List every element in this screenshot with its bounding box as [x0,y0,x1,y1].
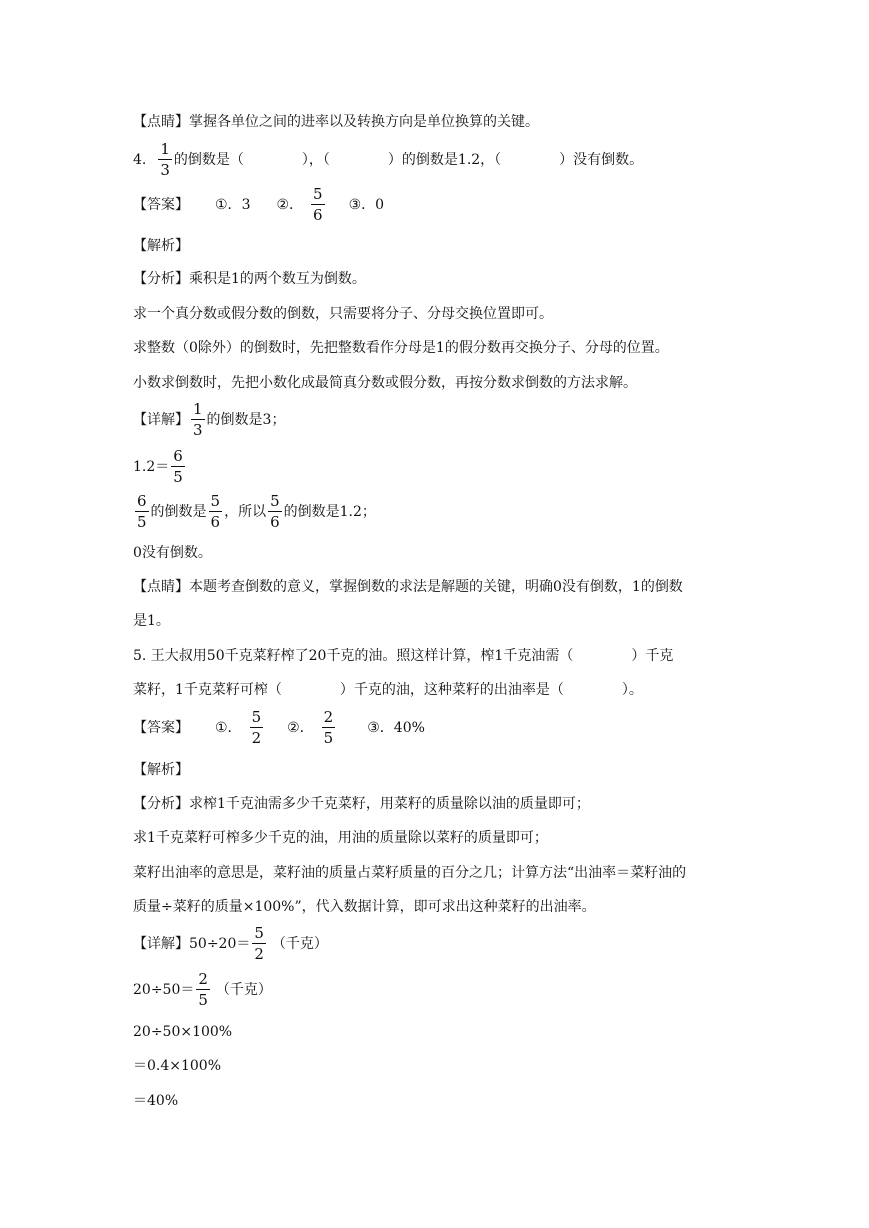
analysis-line: 质量÷菜籽的质量×100%”，代入数据计算，即可求出这种菜籽的出油率。 [133,899,596,915]
answer-5: 【答案】 ①． $\frac{5}{2}$ ②． $\frac{2}{5}$ ③． 40% [133,708,425,747]
analysis-heading: 【解析】 [133,238,189,254]
fraction: $\frac{5}{6}$ [210,492,221,531]
analysis-line: 【分析】 求榨1千克油需多少千克菜籽，用菜籽的质量除以油的质量即可； [133,796,590,812]
question-5-line2: 菜籽，1千克菜籽可榨（ ）千克的油，这种菜籽的出油率是（ ）。 [133,682,643,698]
fraction: $\frac{5}{2}$ [251,708,262,747]
detail-line: 1.2＝ $\frac{6}{5}$ [133,447,183,486]
fraction: $\frac{5}{2}$ [254,924,264,963]
fraction: $\frac{6}{5}$ [173,447,183,486]
tip-text: 掌握各单位之间的进率以及转换方向是单位换算的关键。 [189,114,539,130]
analysis-line: 【分析】 乘积是1的两个数互为倒数。 [133,271,366,287]
tip-tag: 【点睛】 [133,114,189,130]
fraction: $\frac{2}{5}$ [198,970,208,1009]
answer-4: 【答案】 ①． 3 ②． $\frac{5}{6}$ ③． 0 [133,185,385,224]
tip-line [133,115,539,129]
fraction: $\frac{6}{5}$ [137,492,147,531]
question-5-line1: 5. 王大叔用50千克菜籽榨了20千克的油。照这样计算，榨1千克油需（ ）千克 [133,648,674,664]
detail-line: ＝0.4×100% [133,1058,222,1074]
analysis-line: 求整数（0除外）的倒数时，先把整数看作分母是1的假分数再交换分子、分母的位置。 [133,340,669,356]
detail-line: 20÷50×100% [133,1024,233,1040]
analysis-line: 小数求倒数时，先把小数化成最简真分数或假分数，再按分数求倒数的方法求解。 [133,375,637,391]
detail-line: 20÷50＝ $\frac{2}{5}$ （千克） [133,970,272,1009]
tip-line: 是1。 [133,613,170,629]
detail-line: 【详解】 50÷20＝ $\frac{5}{2}$ （千克） [133,924,328,963]
tip-line: 【点睛】 本题考查倒数的意义，掌握倒数的求法是解题的关键，明确0没有倒数，1的倒数 [133,579,683,595]
question-4: 4. $\frac{1}{3}$ 的倒数是（ ），（ ）的倒数是1.2，（ ）没有倒数。 [133,140,644,179]
question-number: 4. [133,152,147,168]
fraction: $\frac{5}{6}$ [313,185,323,224]
detail-line: 0没有倒数。 [133,545,212,561]
analysis-line: 菜籽出油率的意思是，菜籽油的质量占菜籽质量的百分之几；计算方法“出油率＝菜籽油的 [133,865,687,881]
fraction: $\frac{5}{6}$ [270,492,280,531]
analysis-line: 求一个真分数或假分数的倒数，只需要将分子、分母交换位置即可。 [133,306,553,322]
analysis-line: 求1千克菜籽可榨多少千克的油，用油的质量除以菜籽的质量即可； [133,830,548,846]
analysis-heading: 【解析】 [133,762,189,778]
detail-line: $\frac{6}{5}$ 的倒数是 $\frac{5}{6}$ ，所以 $\frac{5}{6}$ 的倒数是1.2； [137,492,376,531]
detail-line: 【详解】 $\frac{1}{3}$ 的倒数是3； [133,400,286,439]
fraction: $\frac{2}{5}$ [323,708,334,747]
fraction: $\frac{1}{3}$ [160,140,170,179]
detail-line: ＝40% [133,1093,179,1109]
fraction: $\frac{1}{3}$ [193,400,203,439]
